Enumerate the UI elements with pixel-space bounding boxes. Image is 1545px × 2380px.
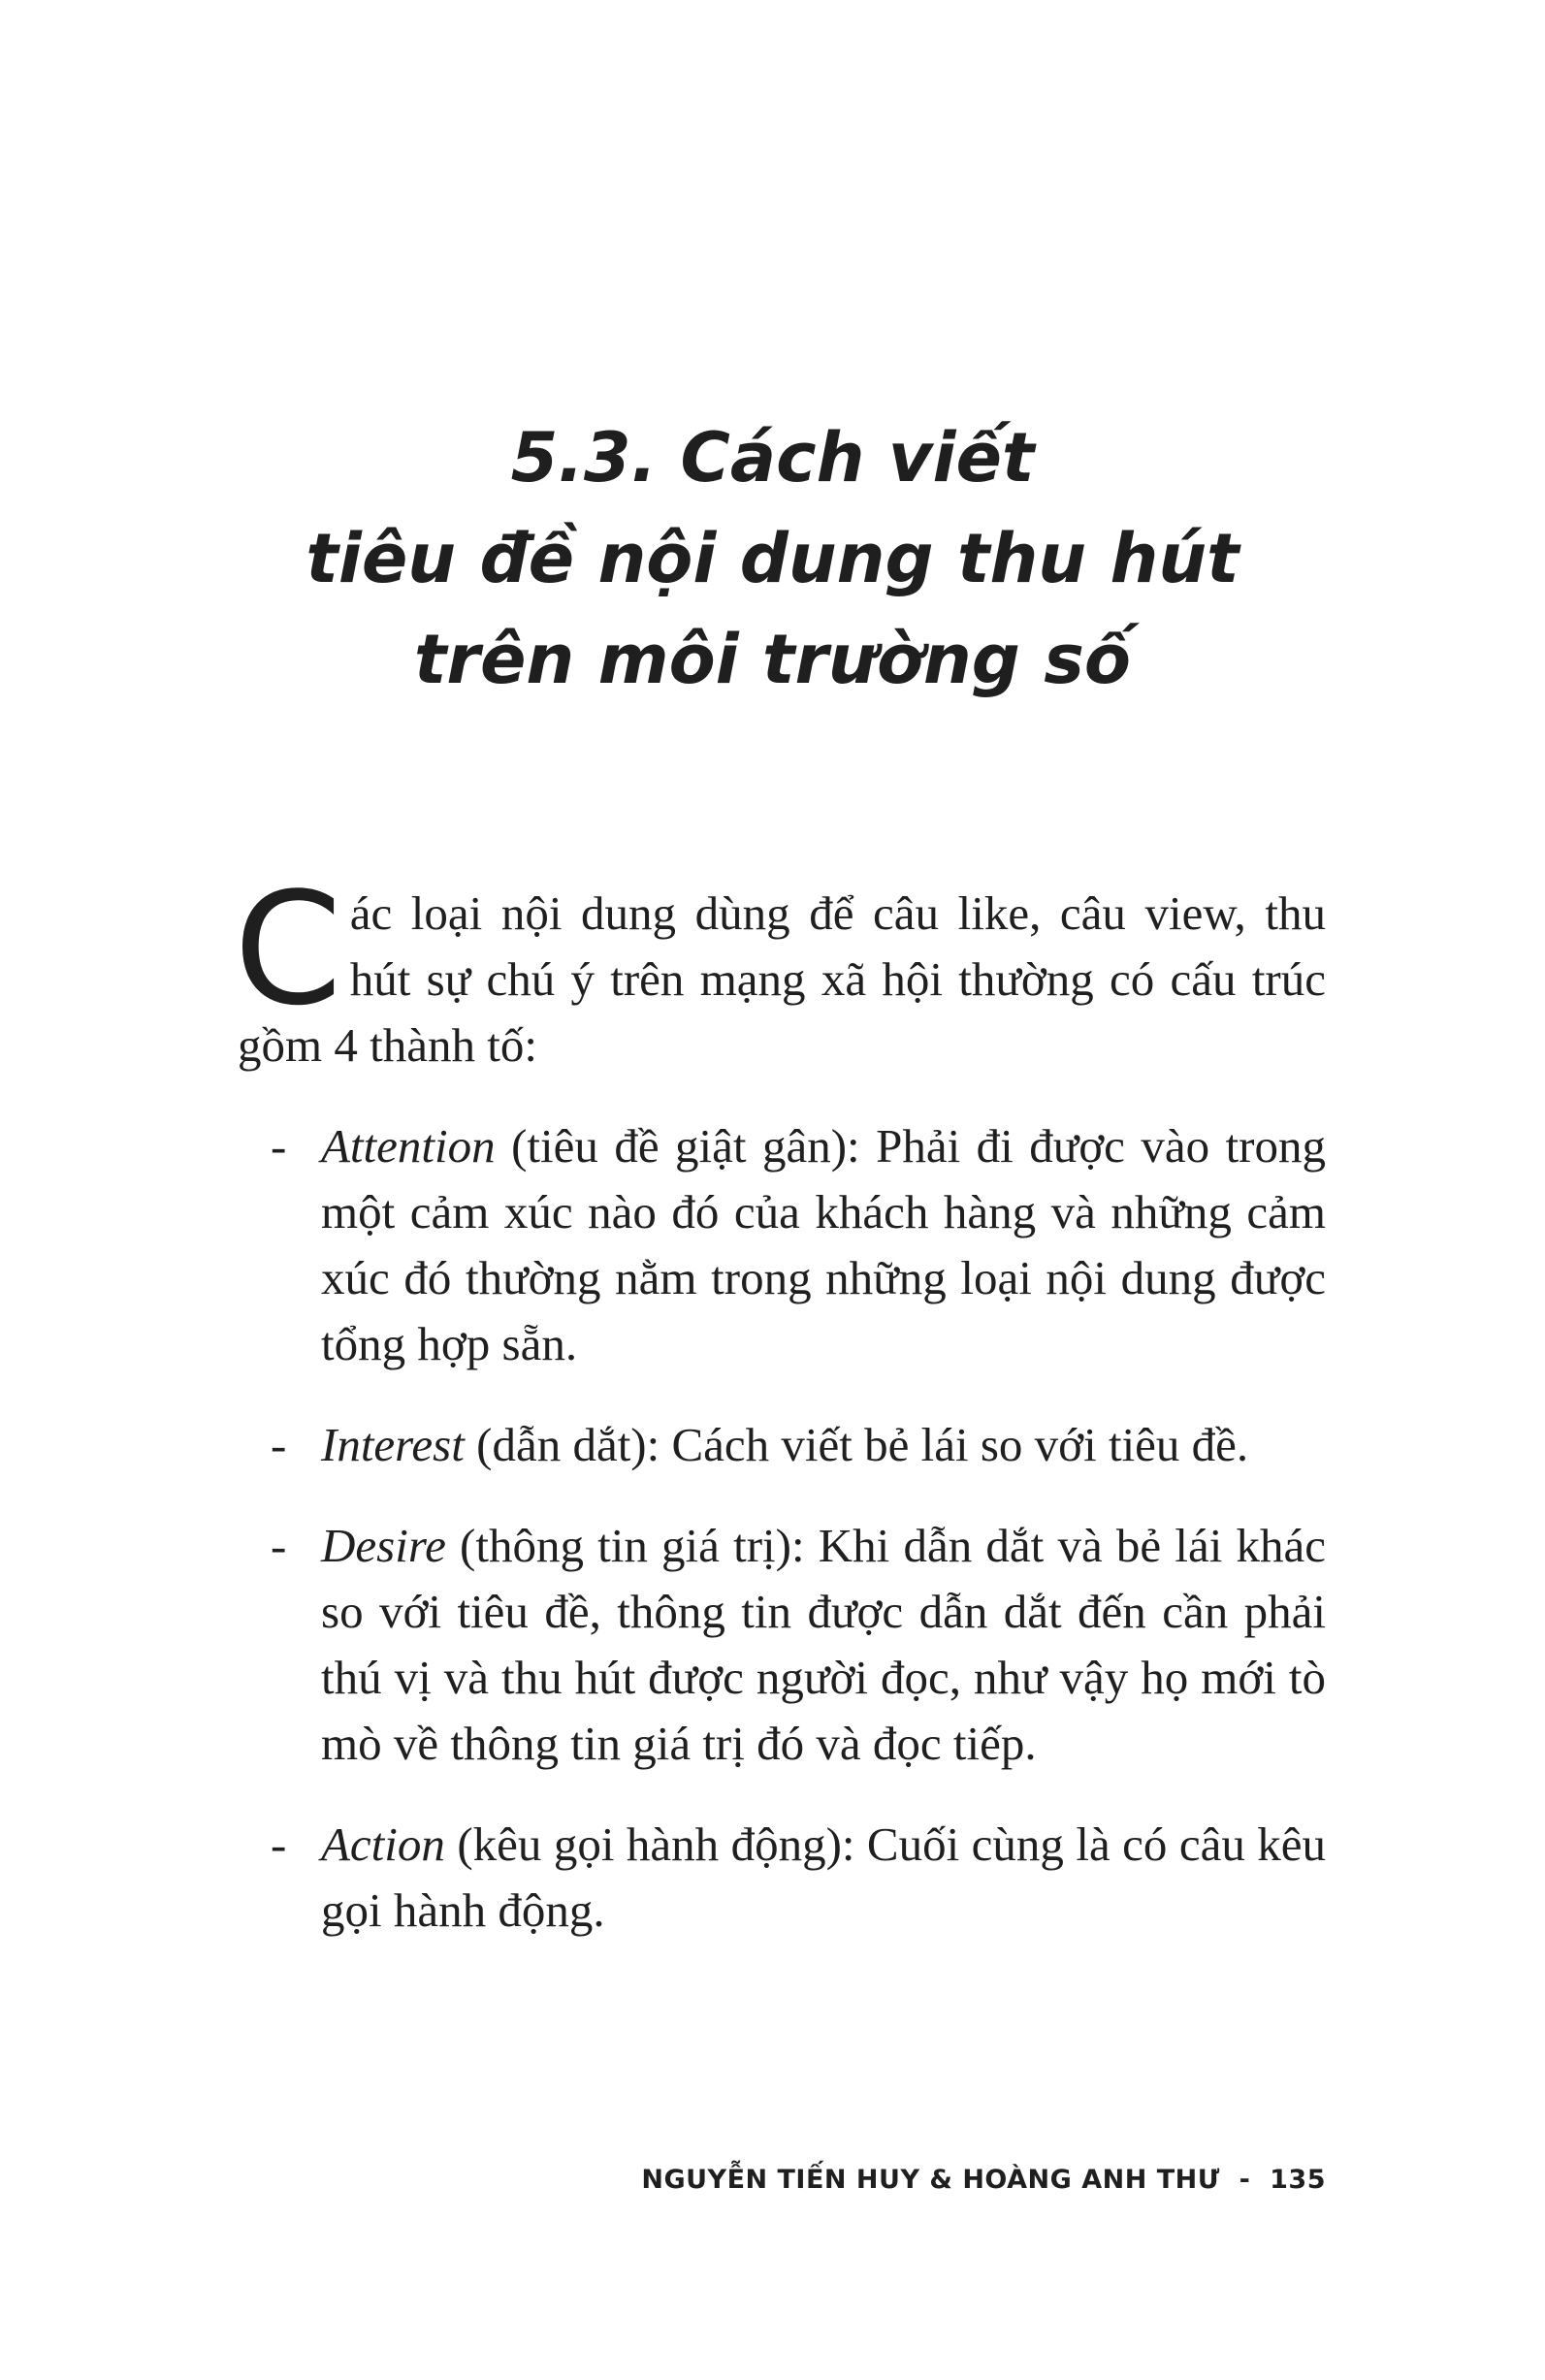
footer-authors: NGUYỄN TIẾN HUY & HOÀNG ANH THƯ — [641, 2165, 1220, 2195]
title-line-3: trên môi trường số — [413, 620, 1132, 699]
term-action: Action — [321, 1817, 445, 1871]
title-line-2: tiêu đề nội dung thu hút — [306, 519, 1239, 598]
term-interest: Interest — [321, 1418, 465, 1471]
item-text: (thông tin giá trị): Khi dẫn dắt và bẻ lái khác so với tiêu đề, thông tin được dẫn dắt đến cần phải thú vị và thu hút được người đọc, như vậy họ mới tò mò về thông tin giá trị đó và đọc tiếp. — [321, 1519, 1326, 1770]
term-attention: Attention — [321, 1119, 496, 1173]
intro-paragraph — [234, 858, 1326, 1078]
list-item-action — [267, 1812, 1326, 1944]
list-item-desire — [267, 1513, 1326, 1777]
list-dash: - — [271, 1519, 287, 1572]
page-number: 135 — [1270, 2165, 1326, 2195]
page-footer — [641, 2165, 1326, 2195]
term-desire: Desire — [321, 1519, 446, 1572]
item-text: (dẫn dắt): Cách viết bẻ lái so với tiêu đề. — [464, 1418, 1249, 1471]
element-list — [267, 1113, 1326, 1978]
title-line-1: 5.3. Cách viết — [510, 418, 1035, 498]
footer-separator: - — [1239, 2165, 1251, 2195]
chapter-title — [145, 407, 1400, 710]
item-text: (tiêu đề giật gân): Phải đi được vào trong một cảm xúc nào đó của khách hàng và những cảm xúc đó thường nằm trong những loại nội dung được tổng hợp sẵn. — [321, 1119, 1326, 1370]
list-dash: - — [271, 1418, 287, 1471]
drop-cap: C — [234, 858, 342, 1040]
intro-text: ác loại nội dung dùng để câu like, câu view, thu hút sự chú ý trên mạng xã hội thường có cấu trúc gồm 4 thành tố: — [238, 886, 1326, 1072]
list-dash: - — [271, 1817, 287, 1871]
item-text: (kêu gọi hành động): Cuối cùng là có câu kêu gọi hành động. — [321, 1817, 1326, 1937]
list-item-attention — [267, 1113, 1326, 1377]
list-dash: - — [271, 1119, 287, 1173]
list-item-interest — [267, 1412, 1326, 1478]
